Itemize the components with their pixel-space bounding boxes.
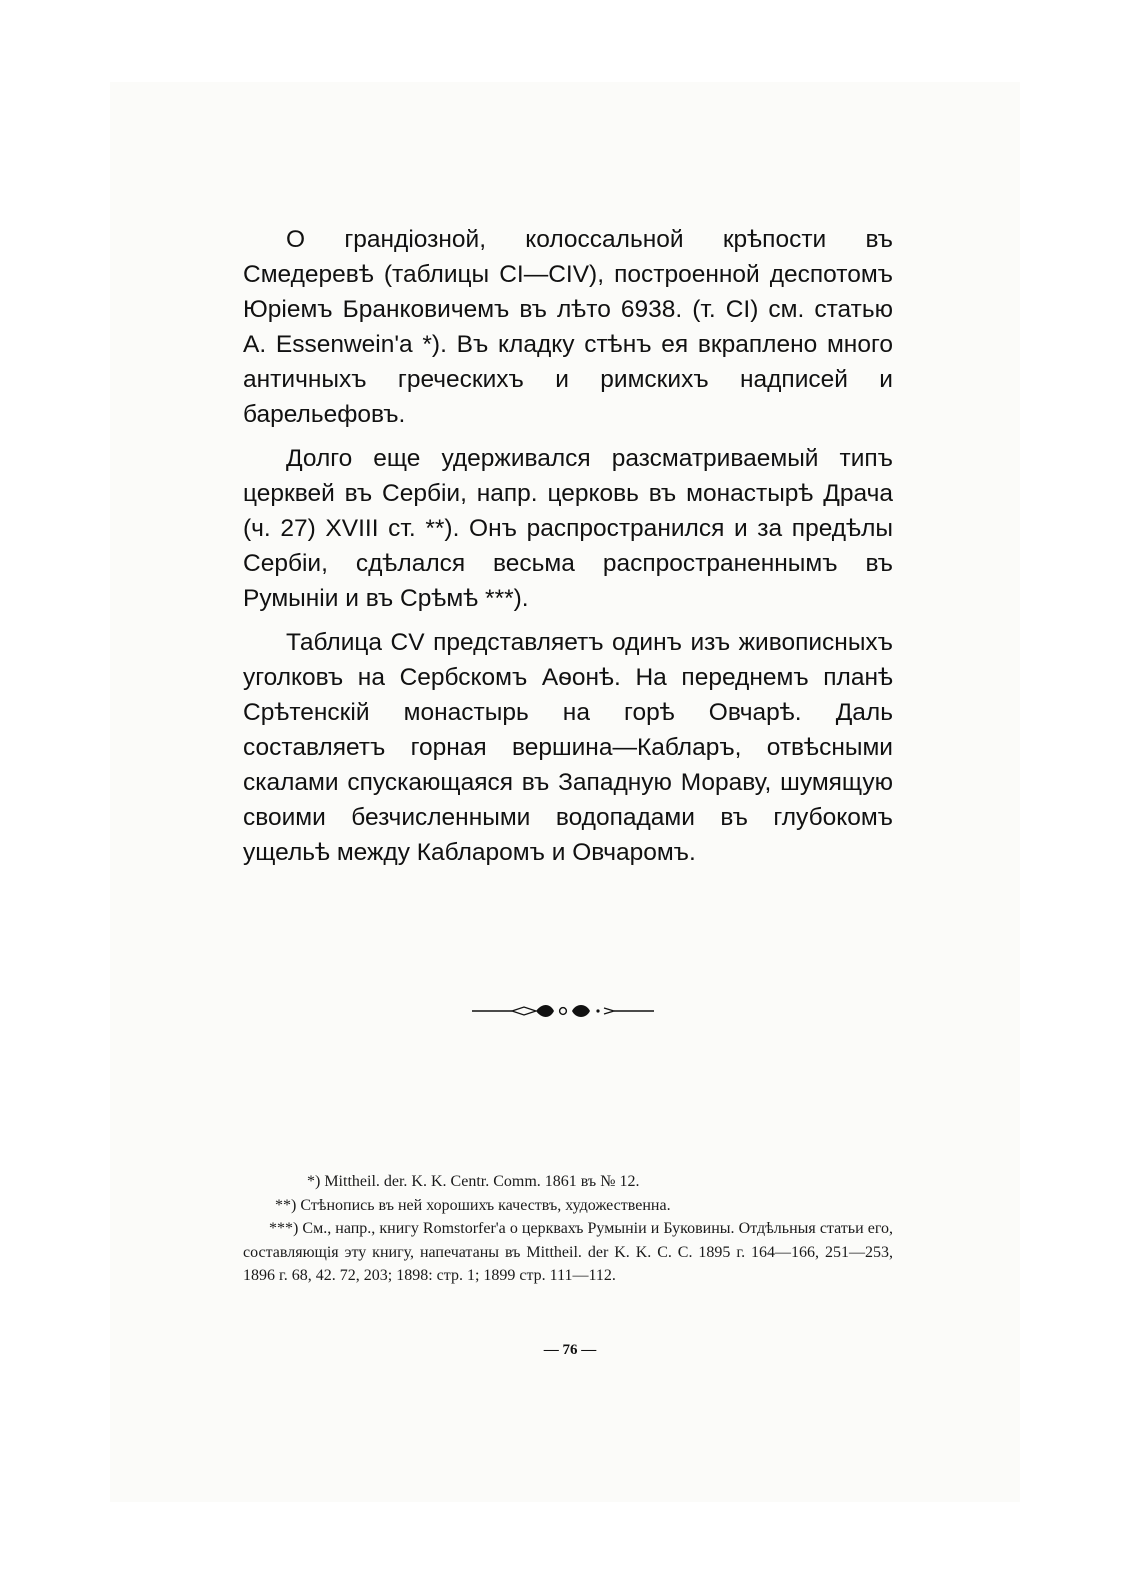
paragraph-smederevo: О грандіозной, колоссальной крѣпости въ Смедеревѣ (таблицы СІ—CIV), построенной деспотомъ Юріемъ Бранковичемъ въ лѣто 6938. (т. СІ) см. статью А. Essenwein'a *). Въ кладку стѣнъ ея вкраплено много античныхъ греческихъ и римскихъ надписей и барельефовъ. <box>243 226 893 428</box>
footnote-1: *) Mittheil. der. K. K. Centr. Comm. 1861 въ № 12. <box>307 1173 640 1190</box>
footnote-3: ***) См., напр., книгу Romstorfer'a о церквахъ Румыніи и Буковины. Отдѣльныя статьи его, составляющія эту книгу, напечатаны въ Mittheil. der K. K. C. C. 1895 г. 164—166, 251—253, 1896 г. 68, 42. 72, 203; 1898: стр. 1; 1899 стр. 111—112. <box>243 1220 893 1284</box>
ornament-divider <box>468 1000 658 1022</box>
main-text <box>243 222 893 879</box>
footnotes <box>243 1170 893 1288</box>
footnote-2: **) Стѣнопись въ ней хорошихъ качествъ, художественна. <box>275 1196 671 1214</box>
paragraph-church-type: Долго еще удерживался разсматриваемый типъ церквей въ Сербіи, напр. церковь въ монастырѣ Драча (ч. 27) XVIII ст. **). Онъ распространился и за предѣлы Сербіи, сдѣлался весьма распространеннымъ въ Румыніи и въ Срѣмѣ ***). <box>243 445 893 612</box>
page-number: — 76 — <box>543 1342 597 1358</box>
paragraph-table-cv: Таблица CV представляетъ одинъ изъ живописныхъ уголковъ на Сербскомъ Аѳонѣ. На переднемъ планѣ Срѣтенскій монастырь на горѣ Овчарѣ. Даль составляетъ горная вершина—Кабларъ, отвѣсными скалами спускающаяся въ Западную Мораву, шумящую своими безчисленными водопадами въ глубокомъ ущельѣ между Кабларомъ и Овчаромъ. <box>243 629 893 866</box>
